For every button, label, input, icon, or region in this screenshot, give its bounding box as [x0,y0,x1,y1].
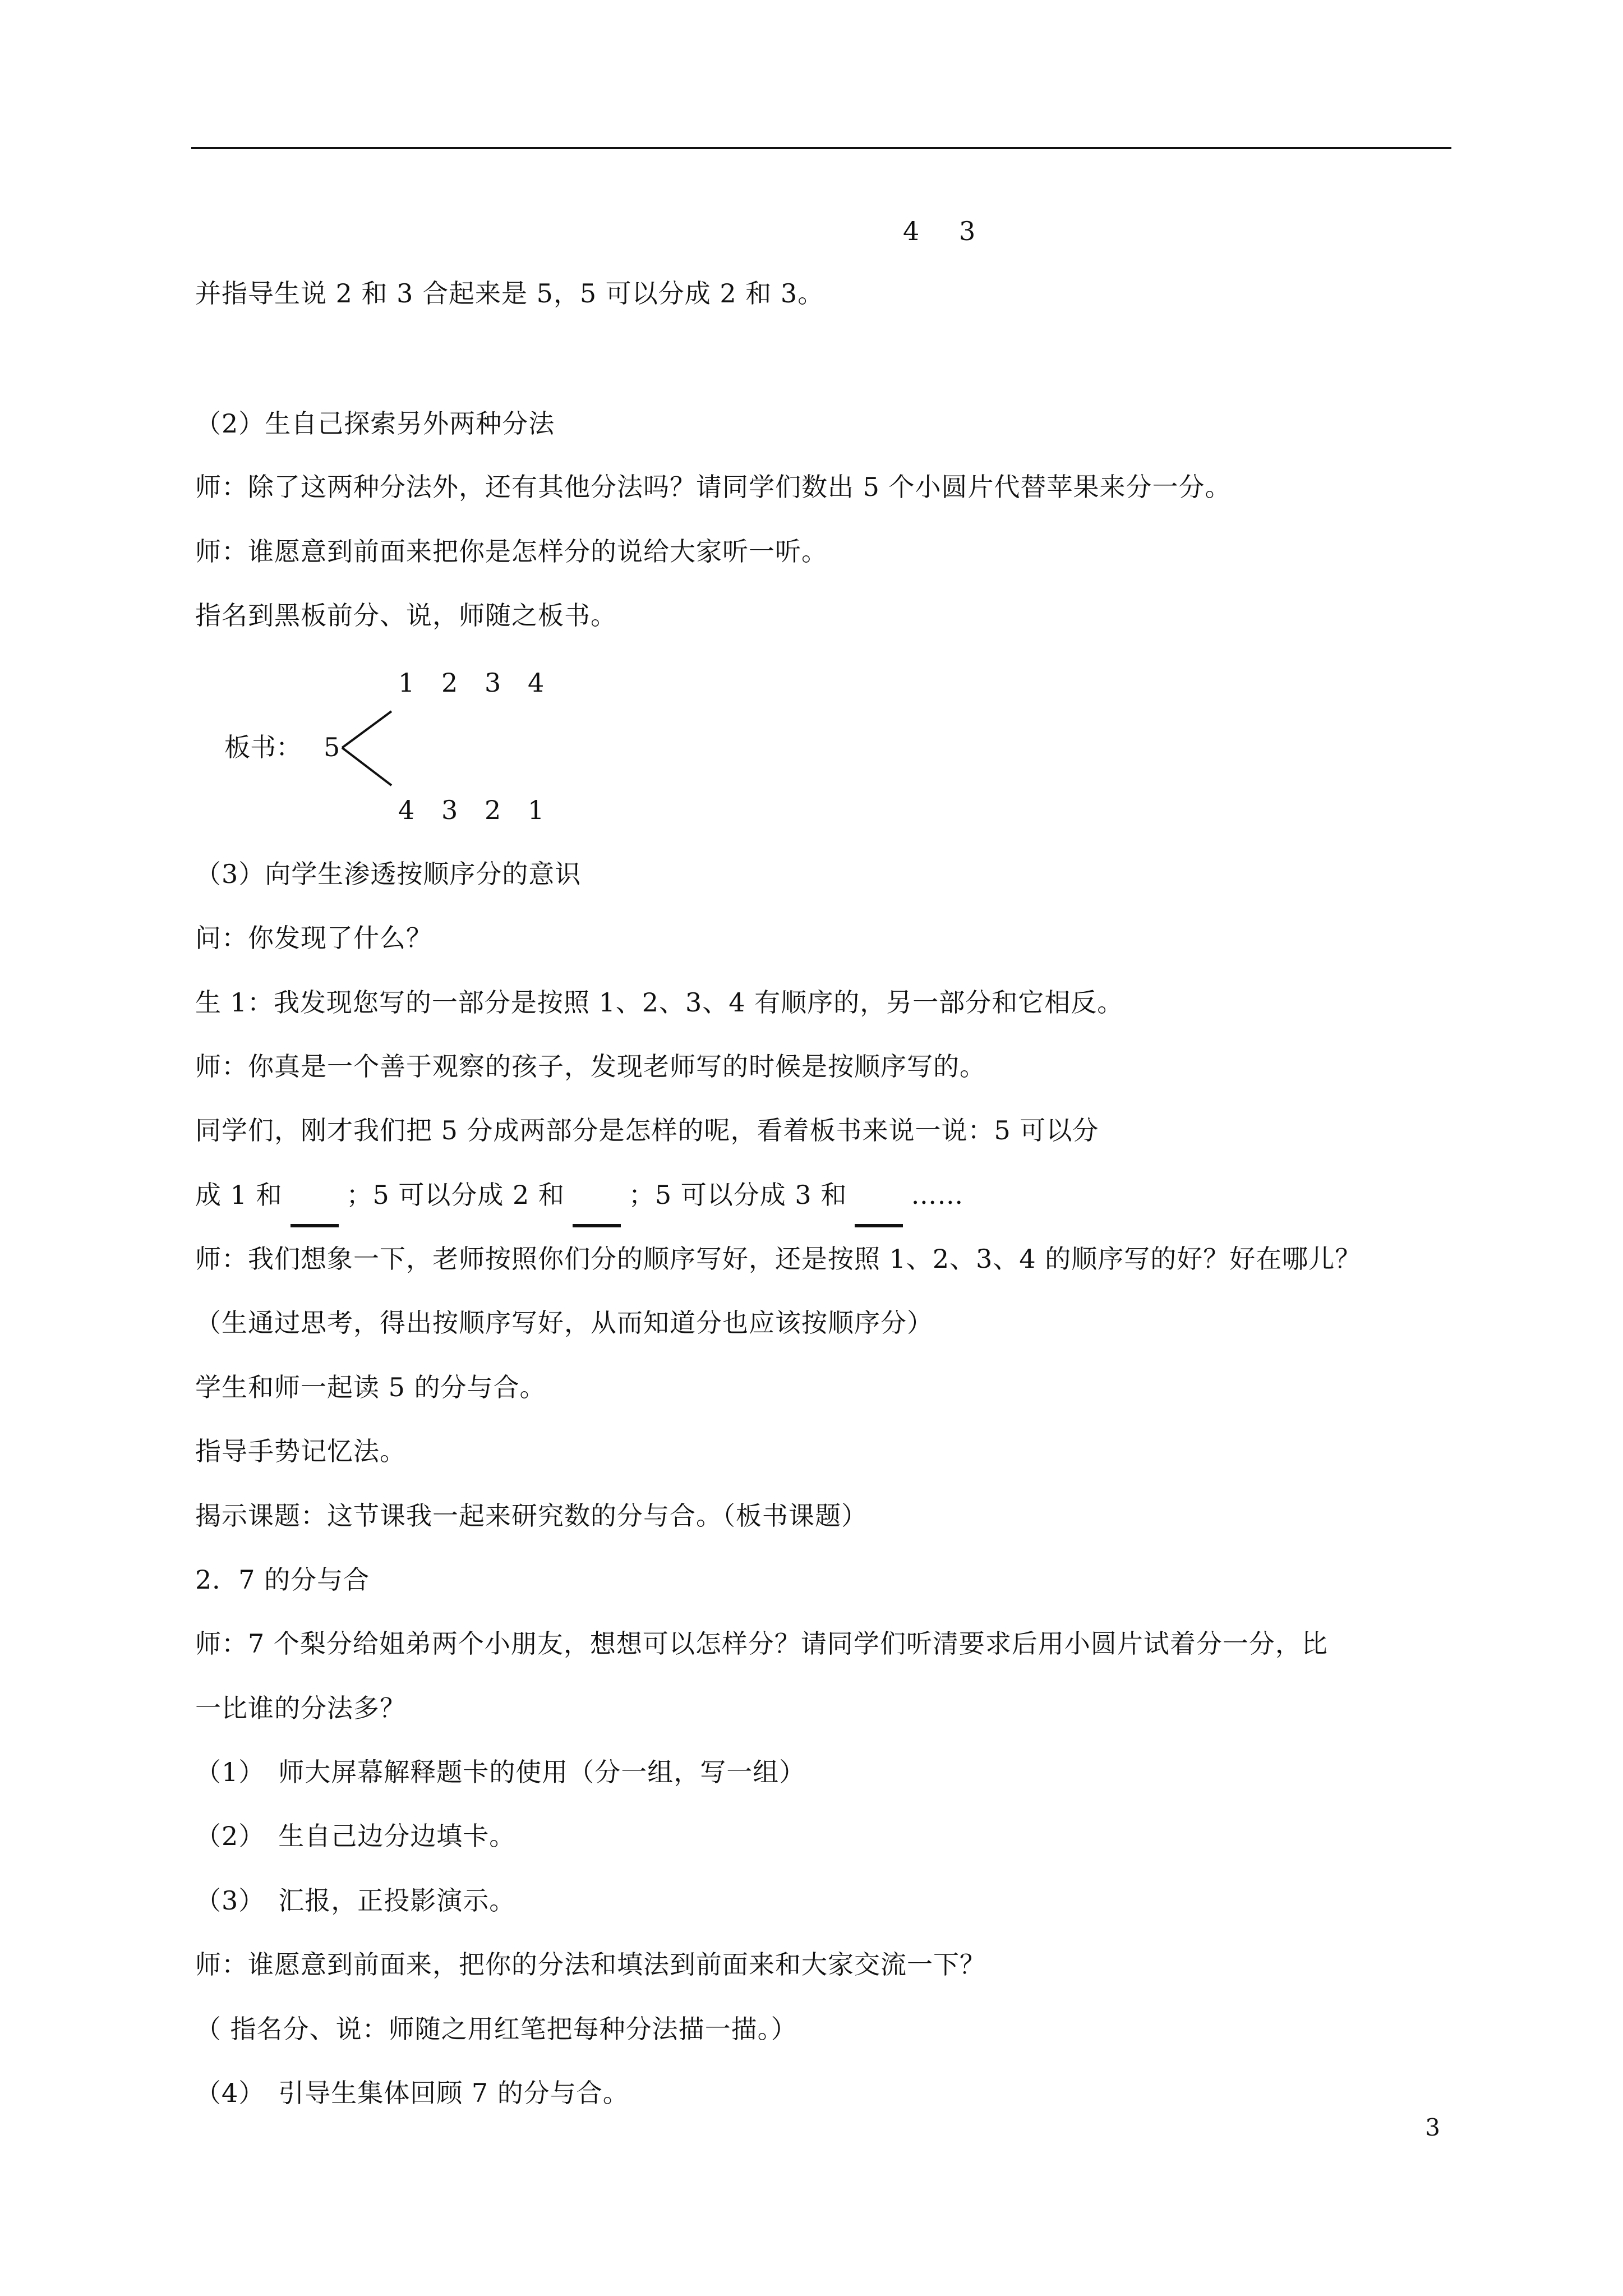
header-rule [191,147,1451,149]
paragraph: （生通过思考，得出按顺序写好，从而知道分也应该按顺序分） [195,1308,933,1338]
list-item: （3） 汇报，正投影演示。 [195,1885,516,1916]
board-bottom-number: 3 [441,795,458,825]
board-bottom-number: 1 [528,795,545,825]
board-top-number: 3 [485,668,501,698]
branch-lines [336,701,398,797]
paragraph: 师：谁愿意到前面来，把你的分法和填法到前面来和大家交流一下？ [195,1949,986,1980]
board-top-number: 2 [441,668,458,698]
paragraph: 一比谁的分法多？ [195,1693,406,1723]
paragraph: 生 1：我发现您写的一部分是按照 1、2、3、4 有顺序的，另一部分和它相反。 [195,987,1124,1018]
board-bottom-number: 2 [485,795,501,825]
fill-blank [573,1190,621,1227]
list-item: （2） 生自己边分边填卡。 [195,1821,516,1851]
paragraph: 师：我们想象一下，老师按照你们分的顺序写好，还是按照 1、2、3、4 的顺序写的好？好在哪儿？ [195,1244,1362,1274]
paragraph: 师：你真是一个善于观察的孩子，发现老师写的时候是按顺序写的。 [195,1051,986,1082]
fill-blank [855,1190,903,1227]
section-heading: 2．7 的分与合 [195,1565,370,1595]
paragraph: 问：你发现了什么？ [195,923,432,953]
fill-text: ；5 可以分成 2 和 [346,1180,565,1210]
board-top-number: 4 [528,668,545,698]
page-number: 3 [1425,2114,1440,2141]
paragraph: 同学们，刚才我们把 5 分成两部分是怎样的呢，看着板书来说一说：5 可以分 [195,1115,1099,1145]
paragraph: 师：7 个梨分给姐弟两个小朋友，想想可以怎样分？请同学们听清要求后用小圆片试着分一分，比 [195,1628,1328,1659]
ellipsis: …… [911,1180,964,1210]
board-label: 板书： [224,732,302,762]
fill-text: 成 1 和 [195,1180,283,1210]
paragraph: 指导手势记忆法。 [195,1436,406,1466]
fill-in-line [195,1178,963,1215]
paragraph: 师：除了这两种分法外，还有其他分法吗？请同学们数出 5 个小圆片代替苹果来分一分。 [195,472,1232,502]
paragraph: （2）生自己探索另外两种分法 [195,408,555,439]
top-number: 4 [903,216,920,246]
list-item: （1） 师大屏幕解释题卡的使用（分一组，写一组） [195,1757,806,1787]
paragraph: （3）向学生渗透按顺序分的意识 [195,859,582,889]
paragraph: 师：谁愿意到前面来把你是怎样分的说给大家听一听。 [195,536,828,567]
paragraph: 学生和师一起读 5 的分与合。 [195,1372,546,1402]
paragraph: （ 指名分、说：师随之用红笔把每种分法描一描。） [195,2014,797,2044]
list-item: （4） 引导生集体回顾 7 的分与合。 [195,2078,629,2108]
board-bottom-number: 4 [398,795,415,825]
board-whole-number: 5 [324,732,340,762]
upper-branch-line [342,711,391,748]
paragraph: 并指导生说 2 和 3 合起来是 5，5 可以分成 2 和 3。 [195,278,824,309]
fill-text: ；5 可以分成 3 和 [628,1180,847,1210]
lower-branch-line [342,748,391,785]
fill-blank [291,1190,339,1227]
paragraph: 揭示课题：这节课我一起来研究数的分与合。（板书课题） [195,1501,868,1531]
board-top-number: 1 [398,668,415,698]
top-number: 3 [959,216,976,246]
paragraph: 指名到黑板前分、说，师随之板书。 [195,600,617,631]
